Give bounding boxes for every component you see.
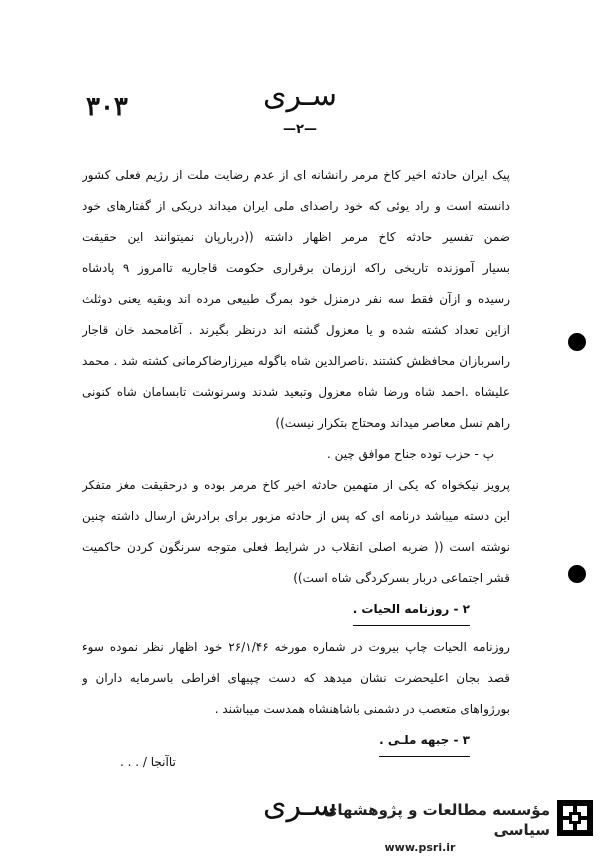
body-line: پرویز نیکخواه که یکی از متهمین حادثه اخیر کاخ مرمر بوده و درحقیقت مغز متفکر	[82, 478, 510, 492]
body-line: بورژواهای متعصب در دشمنی باشاهنشاه همدست میباشند .	[214, 702, 510, 716]
body-line: راهم نسل معاصر میداند ومحتاج بتکرار نیست))	[275, 416, 510, 430]
sub-page-number: —۲—	[283, 122, 317, 137]
punch-hole	[568, 333, 586, 351]
body-line: نوشته است (( ضربه اصلی انقلاب در شرایط فعلی متوجه سرنگون کردن حاکمیت	[82, 540, 510, 554]
classification-footer: سـری	[263, 788, 337, 823]
institute-name: مؤسسه مطالعات و پژوهشهای سیاسی	[323, 801, 550, 839]
body-line: بسیار آموزنده تاریخی راکه اززمان برقراری حکومت قاجاریه تاامروز ۹ پادشاه	[82, 261, 510, 275]
classification-header: سـری	[263, 78, 337, 113]
punch-hole	[568, 565, 586, 583]
body-line: قشر اجتماعی دربار بسرکردگی شاه است))	[293, 571, 510, 585]
body-line: رسیده و ازآن فقط سه نفر درمنزل خود بمرگ طبیعی مرده اند وبقیه یعنی دوثلث	[82, 292, 510, 306]
body-line: ازاین تعداد کشته شده و یا معزول گشته اند درنظر بگیرند . آغامحمد خان قاجار	[82, 323, 510, 337]
body-line: علیشاه .احمد شاه ورضا شاه معزول وتبعید شدند وسرنوشت تابسامان شاه کنونی	[82, 385, 510, 399]
body-line: این دسته میباشد درنامه ای که پس از حادثه مزبور برای برادرش ارسال داشته چنین	[82, 509, 510, 523]
section-heading-3	[82, 725, 510, 755]
institute-logo-icon	[557, 800, 593, 836]
section-heading-2-text: ۲ - روزنامه الحیات .	[353, 594, 470, 626]
institute-url: www.psri.ir	[384, 841, 456, 854]
body-line: راسربازان محافظش کشتند .ناصرالدین شاه باگوله میرزارضاکرمانی کشته شد . محمد	[82, 354, 510, 368]
body-line: ضمن تفسیر حادثه کاخ مرمر اظهار داشته ((دربارپان نمیتوانند این حقیقت	[82, 230, 510, 244]
continuation-note: تاآنجا / . . .	[120, 755, 176, 769]
body-line: روزنامه الحیات چاپ بیروت در شماره مورخه ۲۶/۱/۴۶ خود اظهار نظر نموده سوء	[82, 640, 510, 654]
section-heading-p: پ - حزب توده جناح موافق چین .	[327, 447, 494, 461]
document-body	[82, 160, 510, 755]
page-number: ۳۰۳	[86, 92, 128, 122]
institute-watermark	[320, 800, 550, 856]
section-heading-2	[82, 594, 510, 624]
body-line: دانسته است و راد یوئی که خود راصدای ملی ایران میداند دریکی از گفتارهای خود	[82, 199, 510, 213]
body-line: پیک ایران حادثه اخیر کاخ مرمر رانشانه ای از عدم رضایت ملت از رژیم فعلی کشور	[82, 168, 510, 182]
body-line: قصد بجان اعلیحضرت نشان میدهد که دست چپیهای افراطی باسرمایه داران و	[82, 671, 510, 685]
section-heading-3-text: ۳ - جبهه ملـی .	[379, 725, 470, 757]
